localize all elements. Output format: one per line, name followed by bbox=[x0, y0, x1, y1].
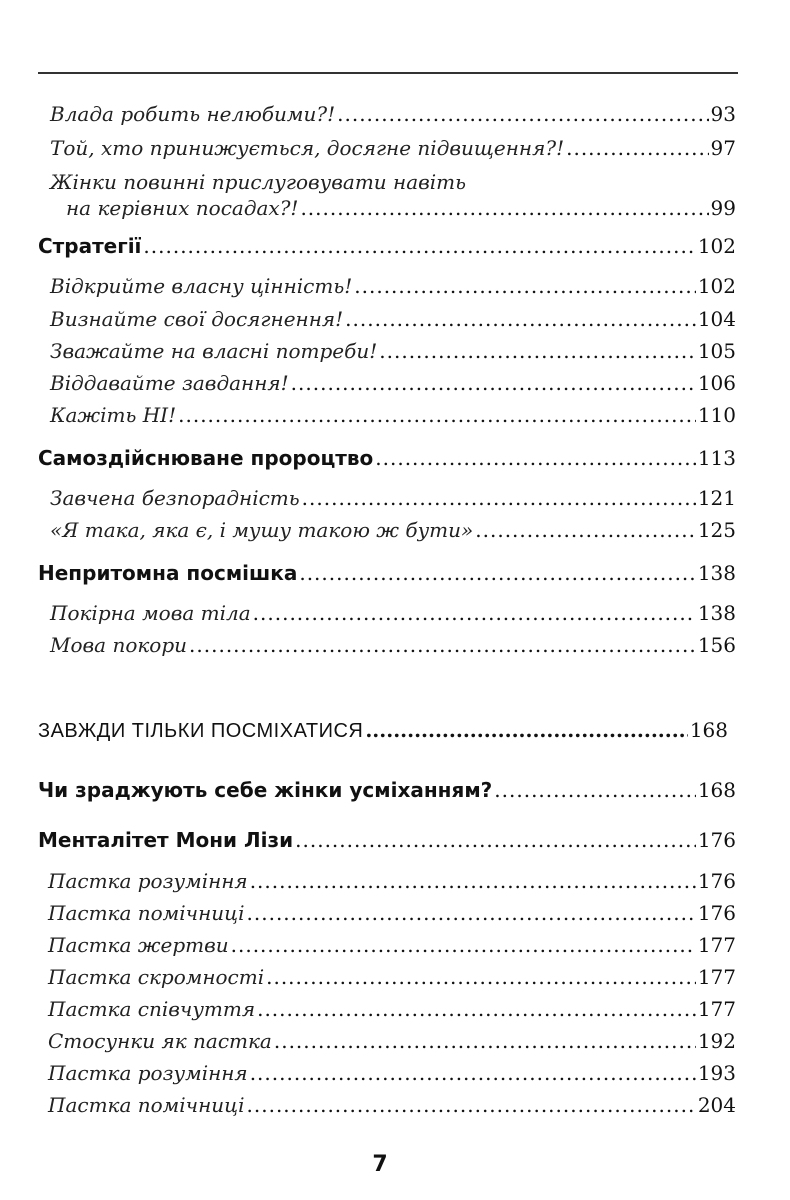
toc-entry bbox=[50, 599, 736, 627]
toc-entry-page: 102 bbox=[697, 234, 736, 258]
toc-entry-page: 104 bbox=[697, 307, 736, 331]
toc-section-entry bbox=[38, 559, 736, 587]
toc-entry-title: Покірна мова тіла bbox=[50, 601, 251, 625]
toc-entry-page: 204 bbox=[697, 1093, 736, 1117]
toc-entry-page: 168 bbox=[697, 778, 736, 802]
dot-leader bbox=[178, 401, 696, 429]
toc-entry-page: 121 bbox=[697, 486, 736, 510]
toc-entry-page: 97 bbox=[710, 136, 736, 160]
toc-section-title: Самоздійснюване пророцтво bbox=[38, 446, 374, 470]
toc-section-entry bbox=[38, 826, 736, 854]
toc-entry-title: Пастка помічниці bbox=[48, 1093, 245, 1117]
dot-leader bbox=[250, 867, 696, 895]
toc-entry-page: 105 bbox=[697, 339, 736, 363]
toc-entry-title: на керівних посадах?! bbox=[66, 196, 299, 220]
toc-entry-title-line1: Жінки повинні прислуговувати навіть bbox=[50, 170, 467, 194]
dot-leader bbox=[379, 337, 696, 365]
toc-entry-page: 113 bbox=[697, 446, 736, 470]
dot-leader bbox=[266, 963, 696, 991]
toc-entry bbox=[50, 134, 736, 162]
toc-section-title: Непритомна посмішка bbox=[38, 561, 298, 585]
dot-leader bbox=[494, 776, 696, 804]
dot-leader bbox=[295, 826, 696, 854]
dot-leader bbox=[365, 716, 687, 744]
toc-entry-title: Той, хто принижується, досягне підвищення?! bbox=[50, 136, 565, 160]
toc-entry-title: Зважайте на власні потреби! bbox=[50, 339, 378, 363]
toc-entry-page: 99 bbox=[710, 196, 736, 220]
toc-entry-title: Визнайте свої досягнення! bbox=[50, 307, 344, 331]
dot-leader bbox=[257, 995, 696, 1023]
toc-part-title: ЗАВЖДИ ТІЛЬКИ ПОСМІХАТИСЯ bbox=[38, 720, 364, 742]
page-number: 7 bbox=[372, 1152, 388, 1177]
toc-entry-title: Стосунки як пастка bbox=[48, 1029, 272, 1053]
toc-entry bbox=[66, 194, 736, 222]
dot-leader bbox=[345, 305, 696, 333]
toc-entry bbox=[50, 631, 736, 659]
dot-leader bbox=[354, 272, 696, 300]
toc-entry-page: 177 bbox=[697, 965, 736, 989]
dot-leader bbox=[375, 444, 696, 472]
toc-entry bbox=[50, 337, 736, 365]
dot-leader bbox=[189, 631, 696, 659]
toc-entry-page: 102 bbox=[697, 274, 736, 298]
toc-entry-page: 168 bbox=[689, 718, 728, 742]
toc-entry-title: Віддавайте завдання! bbox=[50, 371, 289, 395]
toc-entry-title: Пастка розуміння bbox=[48, 1061, 248, 1085]
toc-entry-page: 138 bbox=[697, 601, 736, 625]
toc-entry-page: 193 bbox=[697, 1061, 736, 1085]
toc-entry-title: Відкрийте власну цінність! bbox=[50, 274, 353, 298]
toc-entry-page: 106 bbox=[697, 371, 736, 395]
dot-leader bbox=[475, 516, 696, 544]
toc-entry-title: «Я така, яка є, і мушу такою ж бути» bbox=[50, 518, 474, 542]
toc-entry bbox=[50, 516, 736, 544]
dot-leader bbox=[247, 1091, 696, 1119]
toc-section-title: Стратегії bbox=[38, 234, 142, 258]
toc-entry bbox=[48, 1091, 736, 1119]
toc-entry-title: Кажіть НІ! bbox=[50, 403, 177, 427]
toc-entry-title: Пастка скромності bbox=[48, 965, 265, 989]
toc-entry-title: Пастка співчуття bbox=[48, 997, 256, 1021]
toc-entry bbox=[50, 484, 736, 512]
dot-leader bbox=[566, 134, 708, 162]
toc-entry bbox=[50, 100, 736, 128]
dot-leader bbox=[291, 369, 696, 397]
toc-entry bbox=[48, 1059, 736, 1087]
toc-entry-page: 192 bbox=[697, 1029, 736, 1053]
toc-entry-title: Завчена безпорадність bbox=[50, 486, 300, 510]
toc-entry-page: 125 bbox=[697, 518, 736, 542]
dot-leader bbox=[337, 100, 708, 128]
toc-entry-page: 177 bbox=[697, 933, 736, 957]
toc-entry bbox=[50, 401, 736, 429]
dot-leader bbox=[231, 931, 696, 959]
toc-entry-page: 176 bbox=[697, 828, 736, 852]
toc-entry bbox=[48, 963, 736, 991]
toc-entry bbox=[50, 305, 736, 333]
toc-entry bbox=[50, 369, 736, 397]
dot-leader bbox=[247, 899, 696, 927]
toc-entry-page: 156 bbox=[697, 633, 736, 657]
dot-leader bbox=[299, 559, 695, 587]
toc-entry-page: 93 bbox=[710, 102, 736, 126]
toc-entry-page: 176 bbox=[697, 869, 736, 893]
dot-leader bbox=[143, 232, 695, 260]
toc-entry-page: 176 bbox=[697, 901, 736, 925]
dot-leader bbox=[253, 599, 696, 627]
toc-entry-title: Пастка помічниці bbox=[48, 901, 245, 925]
toc-entry bbox=[48, 899, 736, 927]
toc-entry-title: Пастка розуміння bbox=[48, 869, 248, 893]
toc-entry-title: Мова покори bbox=[50, 633, 188, 657]
toc-section-title: Менталітет Мони Лізи bbox=[38, 828, 294, 852]
toc-section-entry bbox=[38, 232, 736, 260]
toc-section-entry bbox=[38, 776, 736, 804]
toc-entry bbox=[48, 931, 736, 959]
dot-leader bbox=[300, 194, 708, 222]
toc-entry-page: 138 bbox=[697, 561, 736, 585]
toc-part-entry bbox=[38, 716, 728, 745]
toc-entry bbox=[48, 867, 736, 895]
toc-entry bbox=[48, 995, 736, 1023]
toc-entry bbox=[50, 272, 736, 300]
dot-leader bbox=[302, 484, 696, 512]
toc-entry-title: Пастка жертви bbox=[48, 933, 229, 957]
toc-entry bbox=[48, 1027, 736, 1055]
toc-entry-page: 110 bbox=[697, 403, 736, 427]
toc-entry-title: Влада робить нелюбими?! bbox=[50, 102, 336, 126]
toc-section-entry bbox=[38, 444, 736, 472]
toc-section-title: Чи зраджують себе жінки усміханням? bbox=[38, 778, 493, 802]
toc-entry-page: 177 bbox=[697, 997, 736, 1021]
dot-leader bbox=[250, 1059, 696, 1087]
dot-leader bbox=[274, 1027, 696, 1055]
